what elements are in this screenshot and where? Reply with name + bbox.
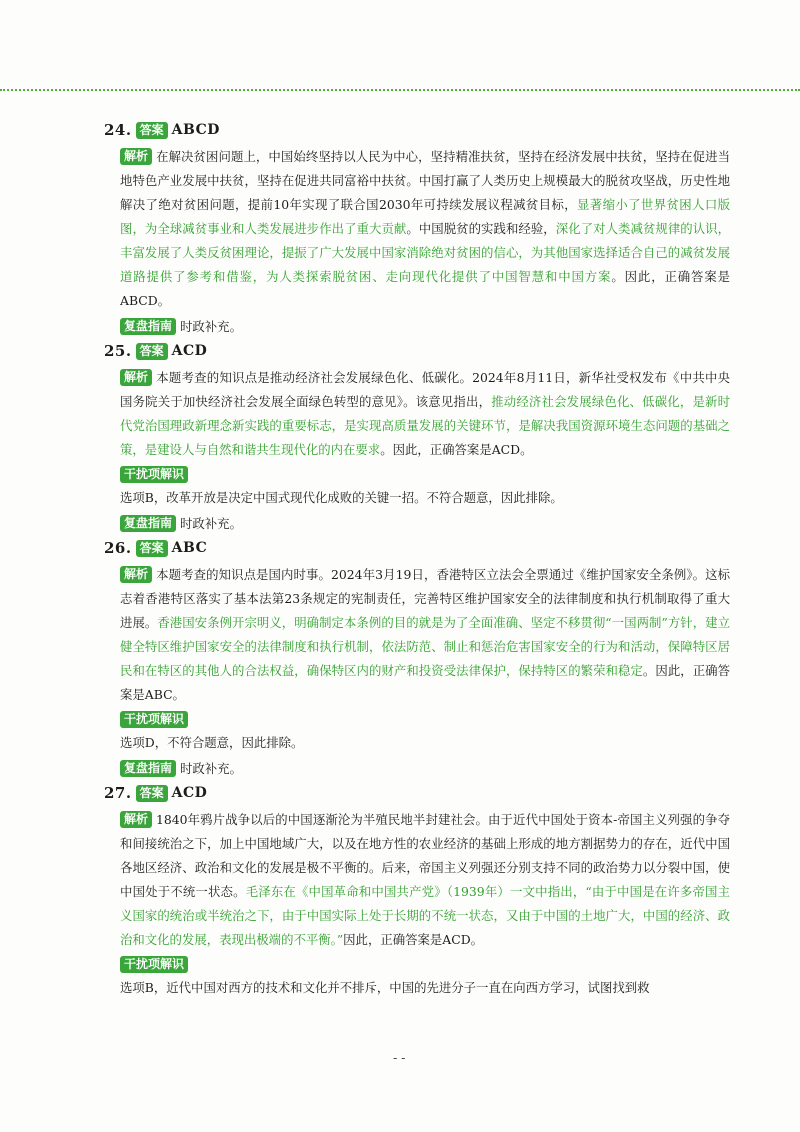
question-26-distractor: 选项D，不符合题意，因此排除。 bbox=[120, 735, 304, 750]
analysis-text: 。因此，正确答案是ACD。 bbox=[380, 442, 533, 457]
question-27-header bbox=[104, 781, 730, 805]
review-text: 时政补充。 bbox=[180, 761, 242, 776]
question-number: 27. bbox=[104, 784, 132, 802]
analysis-tag: 解析 bbox=[120, 148, 152, 165]
analysis-highlight: 推动经济社会发展绿色化、低碳化，是新时代党治国理政新理念新实践的重要标志，是实现高质量发展的关键环节，是解决我国资源环境生态问题的基础之策，是建设人与自然和谐共生现代化的内在要求 bbox=[120, 394, 731, 457]
answer-value: ABC bbox=[171, 540, 208, 556]
review-tag: 复盘指南 bbox=[120, 760, 176, 777]
question-26-review bbox=[120, 755, 730, 781]
analysis-text: 本题考查的知识点是国内时事。2024年3月19日，香港特区立法会全票通过《维护国家安全条例》。这标志着香港特区落实了基本法第23条规定的宪制责任，完善特区维护国家安全的法律制度和执行机制取得了重大进展。 bbox=[120, 567, 730, 630]
analysis-text: 。中国脱贫的实践和经验， bbox=[406, 221, 556, 236]
analysis-highlight: 显著缩小了世界贫困人口版图，为全球减贫事业和人类发展进步作出了重大贡献 bbox=[120, 197, 730, 236]
review-tag: 复盘指南 bbox=[120, 515, 176, 532]
distractor-tag: 干扰项解识 bbox=[120, 711, 188, 728]
analysis-text: 因此，正确答案是ACD。 bbox=[343, 932, 484, 947]
answer-tag: 答案 bbox=[136, 540, 168, 557]
analysis-text: 。因此，正确答案是ABC。 bbox=[120, 663, 731, 702]
question-26-header bbox=[104, 536, 730, 560]
answer-value: ACD bbox=[171, 785, 208, 801]
analysis-highlight: 深化了对人类减贫规律的认识，丰富发展了人类反贫困理论，提振了广大发展中国家消除绝对贫困的信心，为其他国家选择适合自己的减贫发展道路提供了参考和借鉴，为人类探索脱贫困、走向现代化提供了中国智慧和中国方案 bbox=[120, 221, 731, 284]
question-25-distractor: 选项B，改革开放是决定中国式现代化成败的关键一招。不符合题意，因此排除。 bbox=[120, 490, 563, 505]
answer-tag: 答案 bbox=[136, 122, 168, 139]
question-25-distractor-header bbox=[120, 462, 730, 486]
question-25-header bbox=[104, 339, 730, 363]
question-number: 26. bbox=[104, 539, 132, 557]
analysis-tag: 解析 bbox=[120, 566, 152, 583]
analysis-tag: 解析 bbox=[120, 369, 152, 386]
question-25-analysis bbox=[105, 366, 730, 462]
analysis-tag: 解析 bbox=[120, 811, 152, 828]
review-text: 时政补充。 bbox=[180, 516, 242, 531]
question-24-review bbox=[120, 313, 730, 339]
question-26-distractor-header bbox=[120, 707, 730, 731]
question-number: 25. bbox=[104, 342, 132, 360]
question-number: 24. bbox=[104, 121, 132, 139]
analysis-highlight: 毛泽东在《中国革命和中国共产党》（1939年）一文中指出，“由于中国是在许多帝国主义国家的统治或半统治之下，由于中国实际上处于长期的不统一状态，又由于中国的土地广大，中国的经济、政治和文化的发展，表现出极端的不平衡。” bbox=[120, 884, 730, 947]
answer-tag: 答案 bbox=[136, 785, 168, 802]
question-27-analysis bbox=[105, 808, 730, 952]
distractor-tag: 干扰项解识 bbox=[120, 466, 188, 483]
analysis-text: 本题考查的知识点是推动经济社会发展绿色化、低碳化。2024年8月11日，新华社受权发布《中共中央 国务院关于加快经济社会发展全面绿色转型的意见》。该意见指出， bbox=[120, 370, 730, 409]
top-dotted-rule bbox=[0, 89, 800, 91]
question-24-analysis bbox=[105, 145, 730, 313]
page-number: - - bbox=[393, 1051, 406, 1065]
analysis-text: 1840年鸦片战争以后的中国逐渐沦为半殖民地半封建社会。由于近代中国处于资本-帝国主义列强的争夺和间接统治之下，加上中国地域广大，以及在地方性的农业经济的基础上形成的地方割据势力的存在，近代中国各地区经济、政治和文化的发展是极不平衡的。后来，帝国主义列强还分别支持不同的政治势力以分裂中国，使中国处于不统一状态。 bbox=[120, 812, 730, 899]
analysis-highlight: 香港国安条例开宗明义，明确制定本条例的目的就是为了全面准确、坚定不移贯彻“一国两制”方针，建立健全特区维护国家安全的法律制度和执行机制，依法防范、制止和惩治危害国家安全的行为和活动，保障特区居民和在特区的其他人的合法权益，确保特区内的财产和投资受法律保护，保持特区的繁荣和稳定 bbox=[120, 615, 731, 678]
analysis-text: 在解决贫困问题上，中国始终坚持以人民为中心，坚持精准扶贫，坚持在经济发展中扶贫，坚持在促进当地特色产业发展中扶贫，坚持在促进共同富裕中扶贫。中国打赢了人类历史上规模最大的脱贫攻坚战，历史性地解决了绝对贫困问题，提前10年实现了联合国2030年可持续发展议程减贫目标， bbox=[120, 149, 730, 212]
question-27-distractor-header bbox=[120, 952, 730, 976]
question-24-header bbox=[104, 118, 730, 142]
question-27-distractor: 选项B，近代中国对西方的技术和文化并不排斥，中国的先进分子一直在向西方学习，试图找到救 bbox=[120, 980, 650, 995]
question-25-review bbox=[120, 510, 730, 536]
answer-tag: 答案 bbox=[136, 343, 168, 360]
distractor-tag: 干扰项解识 bbox=[120, 956, 188, 973]
review-text: 时政补充。 bbox=[180, 319, 242, 334]
question-26-analysis bbox=[105, 563, 730, 707]
answer-value: ABCD bbox=[171, 122, 220, 138]
analysis-text: 。因此，正确答案是ABCD。 bbox=[120, 269, 731, 308]
answer-explanations bbox=[105, 118, 730, 1000]
answer-value: ACD bbox=[171, 343, 208, 359]
review-tag: 复盘指南 bbox=[120, 318, 176, 335]
